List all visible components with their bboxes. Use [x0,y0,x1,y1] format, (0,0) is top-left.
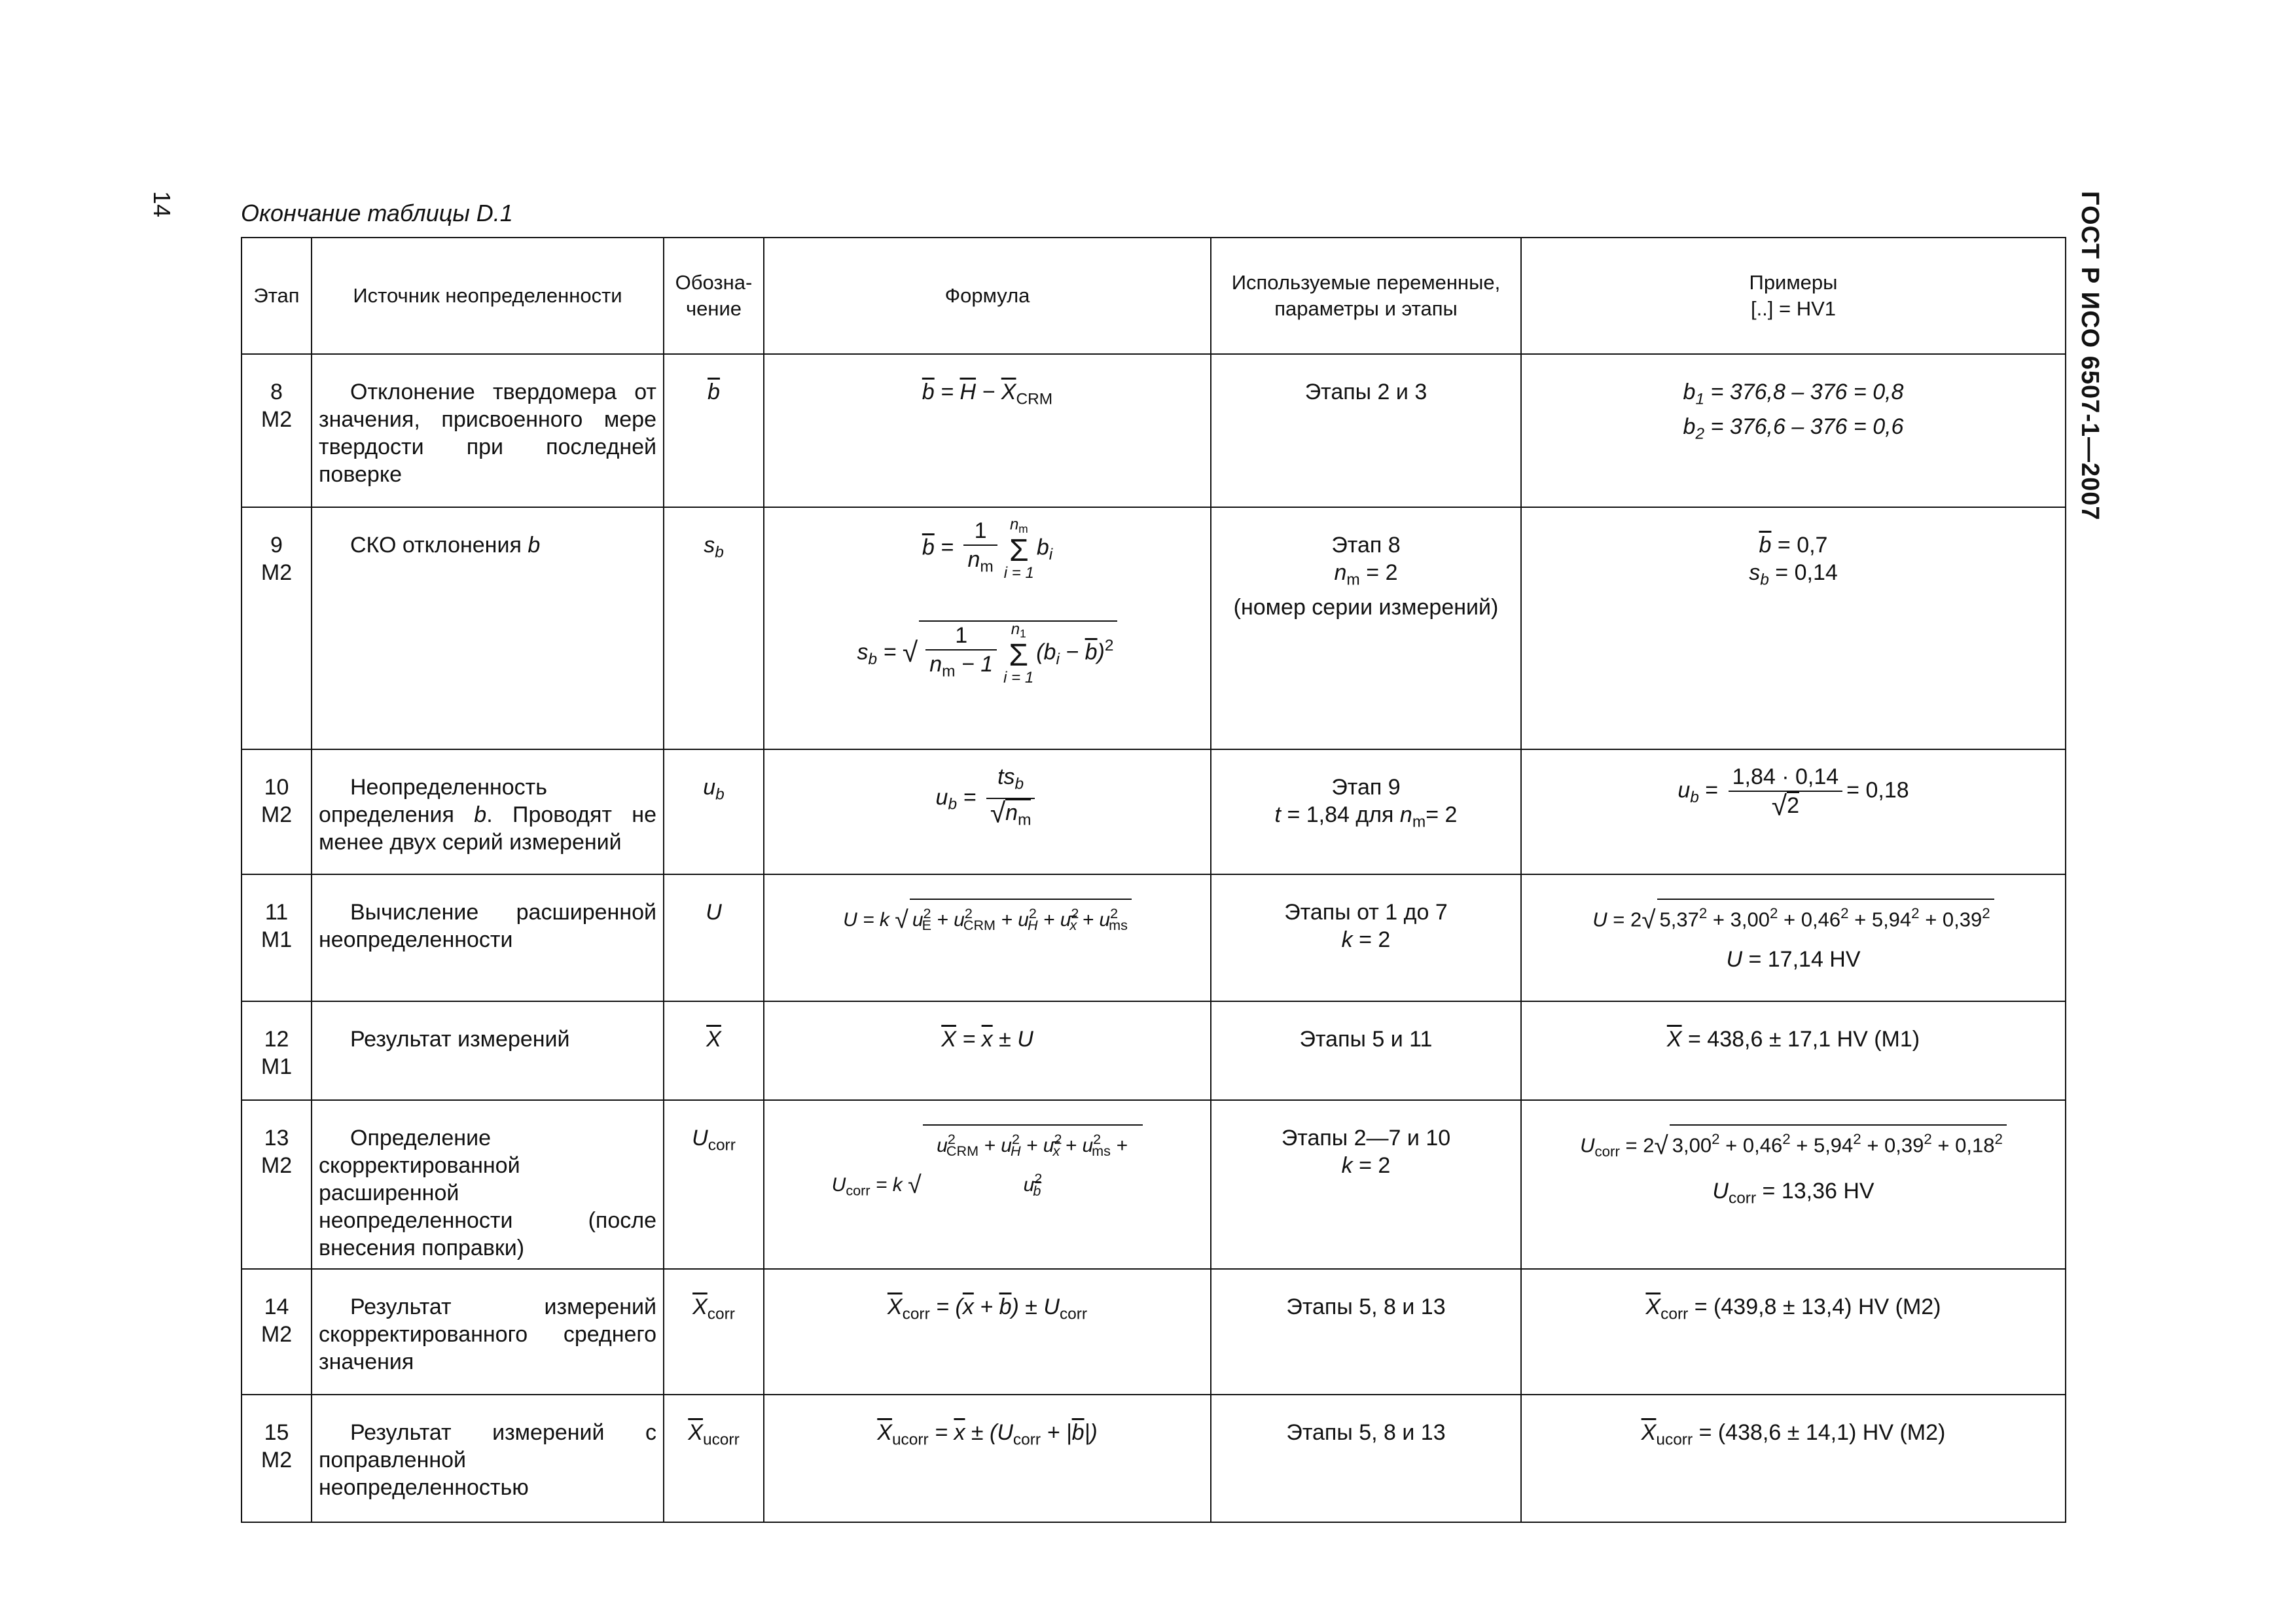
page-number: 14 [149,191,175,218]
stage-cell: 12 M1 [242,1001,312,1100]
stage-cell: 15 M2 [242,1395,312,1522]
symbol-cell: $u_b$ [664,749,764,874]
source-cell: Результат измерений [312,1001,664,1100]
examples-cell: $\overline{X} = 438,6 \pm 17,1$ HV (M1) [1521,1001,2066,1100]
source-cell: СКО отклонения b [312,507,664,749]
formula-cell: $\overline{X}_{corr} = (\overline{x} + \overline{b}) \pm U_{corr}$ [764,1269,1211,1395]
variables-cell: Этап 8 $n_m = 2$ (номер серии измерений) [1211,507,1521,749]
formula-cell: U = k √ $u^2_E + u^2_{CRM} + u^2_H + u^2_{\overline{x}} + u^2_{ms}$ [764,874,1211,1001]
source-cell: Результат измерений с поправленной неопределенностью [312,1395,664,1522]
symbol-cell: $\overline{X}_{ucorr}$ [664,1395,764,1522]
symbol-cell: $U_{corr}$ [664,1100,764,1269]
examples-cell: $U_{corr} = 2√$ $3,00^2 + 0,46^2 + 5,94^2 + 0,39^2 + 0,18^2$ $U_{corr} = 13,36$ HV [1521,1100,2066,1269]
examples-cell: $\overline{X}_{ucorr} = (438,6 \pm 14,1)$ HV (M2) [1521,1395,2066,1522]
header-formula: Формула [764,238,1211,354]
source-cell: Неопределенность определения b. Проводят не менее двух серий измерений [312,749,664,874]
table-row [242,507,2066,749]
source-cell: Вычисление расширенной неопределенности [312,874,664,1001]
stage-cell: 14 M2 [242,1269,312,1395]
variables-cell: Этапы 2—7 и 10 k = 2 [1211,1100,1521,1269]
table-row [242,354,2066,507]
table-row [242,749,2066,874]
stage-cell: 10 M2 [242,749,312,874]
table-row [242,1269,2066,1395]
header-variables: Используемые переменные, параметры и этапы [1211,238,1521,354]
table-row [242,1001,2066,1100]
variables-cell: Этапы 5, 8 и 13 [1211,1395,1521,1522]
table-row [242,1100,2066,1269]
symbol-cell: $\overline{X}$ [664,1001,764,1100]
symbol-cell: $\overline{X}_{corr}$ [664,1269,764,1395]
variables-cell: Этапы 5, 8 и 13 [1211,1269,1521,1395]
formula-cell: $u_b$ = $\frac{ts_b}{√n_m}$ [764,749,1211,874]
symbol-cell: $s_b$ [664,507,764,749]
stage-cell: 11 M1 [242,874,312,1001]
variables-cell: Этапы 5 и 11 [1211,1001,1521,1100]
formula-cell: $U_{corr} = k$ $√u^2_{CRM} + u^2_H + u^2_{\overline{x}} + u^2_{ms} + u^2_{\overline{b}}$ [764,1100,1211,1269]
formula-cell: $\overline{b}$ = $\frac{1}{n_m}$ $n_m$ Σ i = 1 $b_i$ $s_b$ = √ $\frac{1}{n_m - 1}$ $n_1$ Σ i = 1 $(b_i - \overline{b})^2$ [764,507,1211,749]
source-cell: Отклонение твердомера от значения, присвоенного мере твердости при последней поверке [312,354,664,507]
examples-cell: $\overline{b} = 0,7$ $s_b = 0,14$ [1521,507,2066,749]
variables-cell: Этап 9 t = 1,84 для $n_m= 2$ [1211,749,1521,874]
symbol-cell: $\overline{b}$ [664,354,764,507]
examples-cell: $u_b$ = $\frac{1,84 \cdot 0,14}{√2}$ = 0,18 [1521,749,2066,874]
header-examples: Примеры [..] = HV1 [1521,238,2066,354]
variables-cell: Этапы 2 и 3 [1211,354,1521,507]
formula-cell: $\overline{b} = \overline{H} - \overline{X}_{CRM}$ [764,354,1211,507]
header-row [242,238,2066,354]
uncertainty-table [241,237,2066,1523]
source-cell: Определение скорректированной расширенной неопределенности (после внесения поправки) [312,1100,664,1269]
table-row [242,1395,2066,1522]
formula-cell: $\overline{X} = \overline{x} \pm U$ [764,1001,1211,1100]
source-cell: Результат измерений скорректированного среднего значения [312,1269,664,1395]
header-source: Источник неопределенности [312,238,664,354]
stage-cell: 13 M2 [242,1100,312,1269]
examples-cell: $b_1 = 376,8 - 376 = 0,8$ $b_2 = 376,6 - 376 = 0,6$ [1521,354,2066,507]
stage-cell: 9 M2 [242,507,312,749]
stage-cell: 8 M2 [242,354,312,507]
header-stage: Этап [242,238,312,354]
variables-cell: Этапы от 1 до 7 k = 2 [1211,874,1521,1001]
table-caption: Окончание таблицы D.1 [241,200,513,226]
header-symbol: Обозна- чение [664,238,764,354]
formula-cell: $\overline{X}_{ucorr} = \overline{x} \pm (U_{corr} + |\overline{b}|)$ [764,1395,1211,1522]
standard-header: ГОСТ Р ИСО 6507-1—2007 [2076,191,2104,521]
table-row [242,874,2066,1001]
symbol-cell: U [664,874,764,1001]
examples-cell: U = 2√ $5,37^2 + 3,00^2 + 0,46^2 + 5,94^2 + 0,39^2$ U = 17,14 HV [1521,874,2066,1001]
examples-cell: $\overline{X}_{corr} = (439,8 \pm 13,4)$ HV (M2) [1521,1269,2066,1395]
